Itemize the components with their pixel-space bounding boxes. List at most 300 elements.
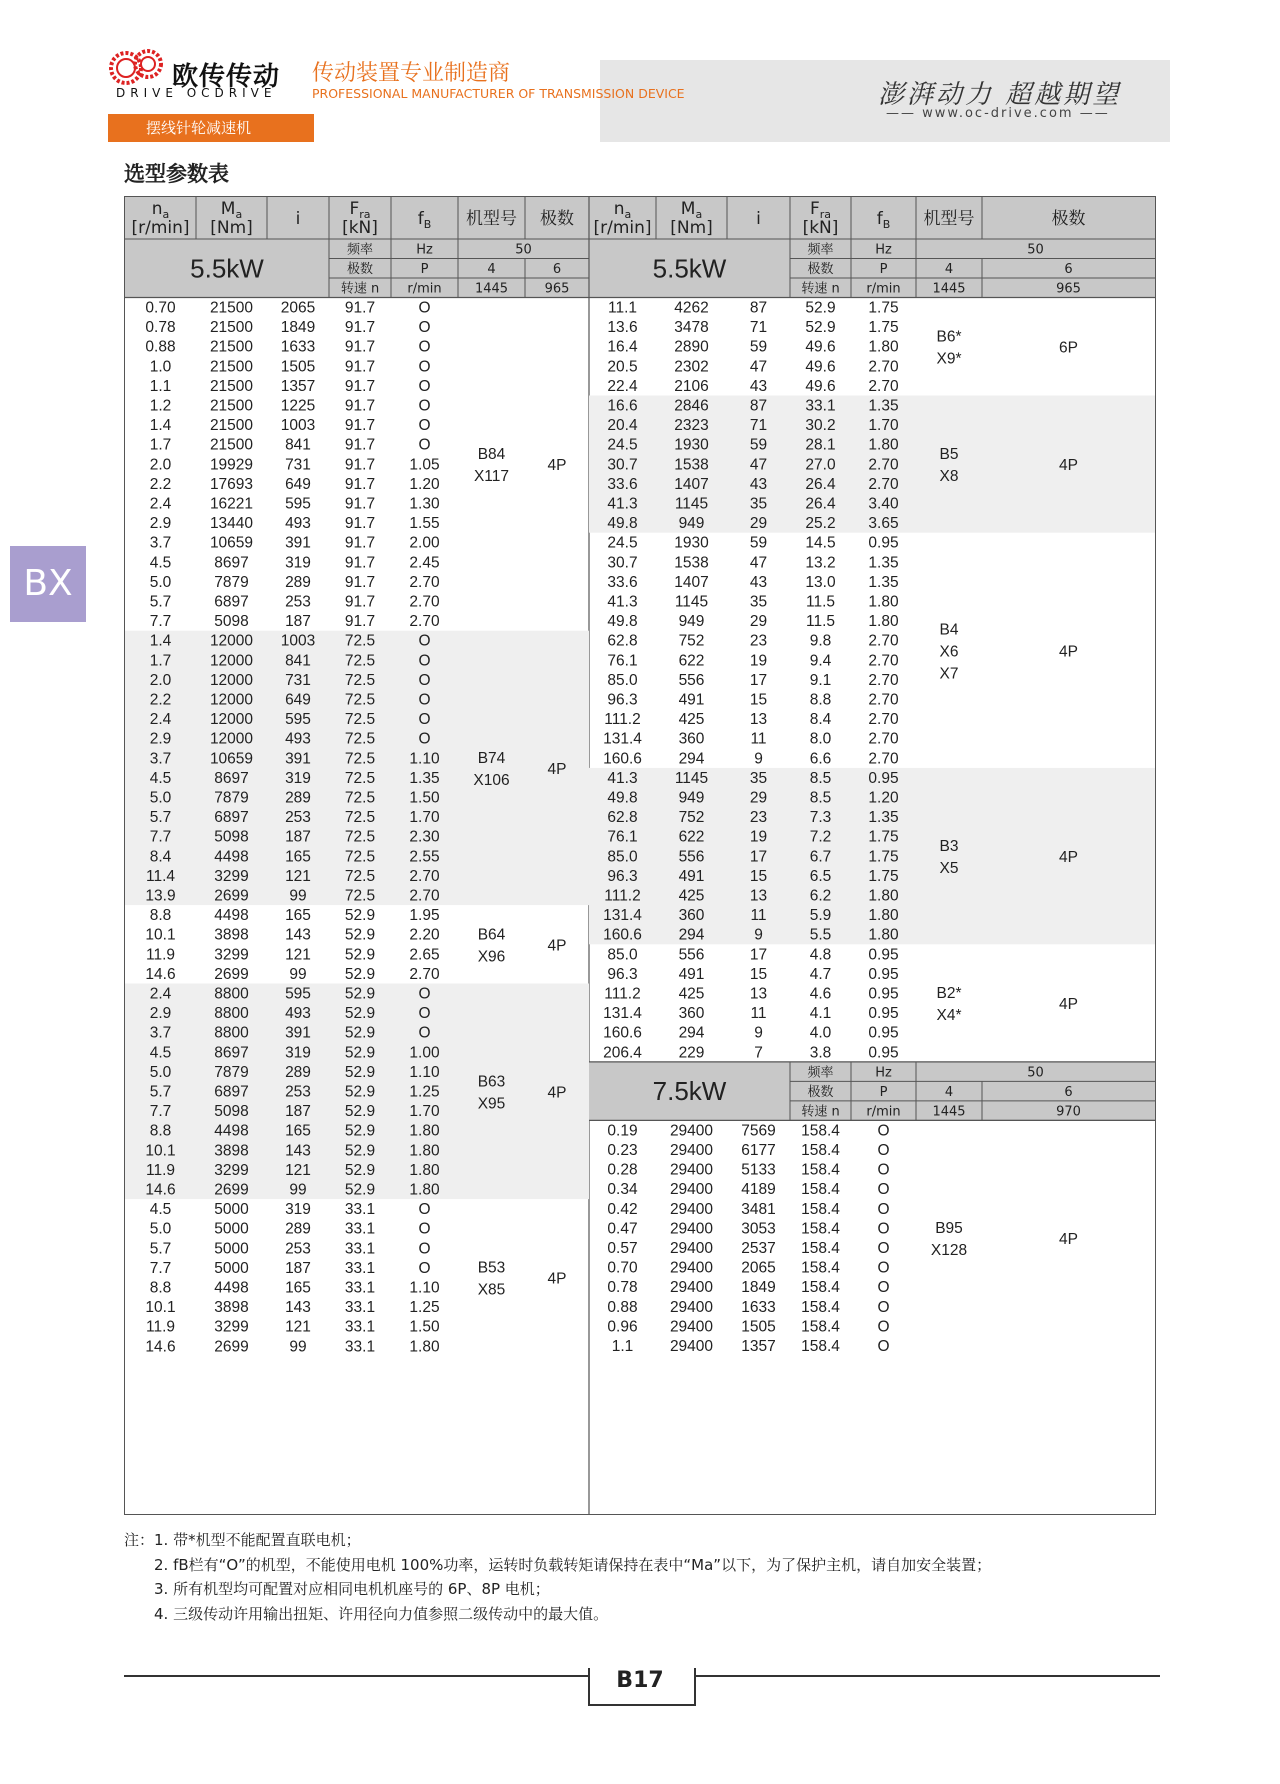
right-cell: 29: [749, 613, 768, 631]
left-cell: 91.7: [344, 436, 376, 454]
right-cell: 43: [749, 377, 768, 395]
left-cell: 52.9: [344, 1181, 376, 1199]
left-cell: 0.78: [145, 319, 176, 337]
slogan: 澎湃动力 超越期望: [878, 80, 1122, 110]
left-cell: 8.8: [149, 907, 172, 925]
left-cell: O: [418, 338, 431, 356]
right2-cell: 1505: [741, 1318, 776, 1336]
right-cell: 2.70: [868, 475, 899, 493]
left-cell: 72.5: [344, 691, 376, 709]
left-cell: 143: [285, 1299, 311, 1317]
left-cell: 5000: [214, 1201, 249, 1219]
left-cell: 72.5: [344, 711, 376, 729]
right-cell: 30.2: [805, 417, 836, 435]
right-cell: 1930: [674, 436, 709, 454]
left-power-hdr-val6-2: 965: [544, 281, 570, 297]
left-power-hdr-unit-2: r/min: [407, 281, 442, 297]
right-power2-hdr-label-1: 极数: [807, 1084, 834, 1100]
left-cell: 0.88: [145, 338, 176, 356]
left-power-hdr-val4-2: 1445: [474, 281, 509, 297]
left-cell: 8697: [214, 1044, 249, 1062]
right-cell: 131.4: [603, 1005, 642, 1023]
left-cell: 1003: [280, 417, 316, 435]
right-cell: 0.95: [868, 1024, 899, 1042]
logo-text-cn: 欧传传动: [172, 62, 281, 92]
left-cell: 10.1: [145, 1142, 176, 1160]
right-cell: 41.3: [607, 593, 638, 611]
left-cell: 4498: [214, 1122, 249, 1140]
left-cell: 12000: [209, 632, 254, 650]
right-power-hdr-label-2: 转速 n: [801, 281, 840, 297]
left-cell: 72.5: [344, 848, 376, 866]
left-cell: 1357: [280, 377, 316, 395]
right2-cell: 1.1: [611, 1338, 634, 1355]
right-cell: 9.8: [809, 632, 832, 650]
side-tab-bx[interactable]: BX: [10, 546, 86, 622]
right2-cell: 7569: [741, 1122, 776, 1140]
left-cell: 187: [285, 828, 311, 846]
right-cell: 131.4: [603, 730, 642, 748]
right2-cell: O: [877, 1240, 890, 1257]
right-cell: 47: [749, 456, 768, 474]
left-cell: 7879: [214, 789, 249, 807]
left-cell: 52.9: [344, 926, 376, 944]
left-cell: 7.7: [149, 613, 172, 631]
col-header-4: $f_B$: [876, 209, 891, 231]
right-cell: 35: [749, 495, 768, 513]
left-cell: 4.5: [149, 1201, 172, 1219]
left-cell: O: [418, 652, 431, 670]
right-cell: 1930: [674, 534, 709, 552]
left-cell: 5098: [214, 613, 249, 631]
right-cell: 20.5: [607, 358, 638, 376]
right-cell: 2106: [674, 377, 709, 395]
right-cell: 360: [678, 730, 705, 748]
right-poles-1: 4P: [1059, 457, 1078, 475]
left-cell: 33.1: [344, 1338, 376, 1356]
left-cell: 21500: [209, 319, 254, 337]
right-cell: 1.75: [868, 828, 899, 846]
left-cell: 253: [285, 1083, 311, 1101]
note-3: 3. 所有机型均可配置对应相同电机机座号的 6P、8P 电机；: [154, 1580, 550, 1598]
left-cell: O: [418, 1259, 431, 1277]
left-cell: 91.7: [344, 358, 376, 376]
left-cell: 165: [285, 907, 311, 925]
left-cell: 0.70: [145, 299, 176, 317]
left-cell: 12000: [209, 671, 254, 689]
left-cell: 8800: [214, 1005, 249, 1023]
left-cell: 2.70: [409, 887, 440, 905]
left-cell: 1.80: [409, 1142, 440, 1160]
left-cell: 5000: [214, 1240, 249, 1258]
right-cell: 4.6: [809, 985, 832, 1003]
right-power-hdr-val6-1: 6: [1064, 262, 1073, 277]
right2-cell: 6177: [741, 1142, 776, 1159]
right2-model-0-0: B95: [935, 1220, 963, 1237]
right-cell: 15: [749, 965, 768, 983]
left-cell: 3.7: [149, 534, 172, 552]
right-model-2-0: B4: [939, 621, 959, 639]
right2-cell: 1849: [741, 1279, 776, 1297]
left-cell: O: [418, 1220, 431, 1238]
left-cell: 14.6: [145, 965, 176, 983]
right-cell: 8.5: [809, 769, 832, 787]
left-cell: O: [418, 730, 431, 748]
left-cell: 6897: [214, 1083, 249, 1101]
right-cell: 1.80: [868, 613, 899, 631]
left-poles-1: 4P: [547, 760, 567, 778]
col-header-5: 机型号: [923, 209, 975, 229]
left-cell: 4.5: [149, 554, 172, 572]
left-cell: 12000: [209, 652, 254, 670]
right2-cell: 29400: [669, 1240, 714, 1257]
right2-cell: 29400: [669, 1318, 714, 1336]
right-cell: 49.6: [805, 358, 836, 376]
right2-cell: 29400: [669, 1279, 714, 1297]
right2-cell: 3053: [741, 1220, 776, 1238]
left-cell: 493: [285, 1005, 311, 1023]
right-power-hdr-label-1: 极数: [807, 262, 834, 277]
col-header-2: i: [756, 209, 761, 229]
right-cell: 2323: [674, 417, 709, 435]
right-cell: 24.5: [607, 436, 638, 454]
right-cell: 1.75: [868, 848, 899, 866]
right2-cell: O: [877, 1298, 890, 1316]
left-poles-3: 4P: [547, 1084, 567, 1102]
right-poles-0: 6P: [1059, 339, 1078, 357]
left-cell: 52.9: [344, 1063, 376, 1081]
right-cell: 8.8: [809, 691, 832, 709]
right-cell: 26.4: [805, 475, 836, 493]
right-cell: 52.9: [805, 319, 836, 337]
left-model-0-1: X117: [473, 468, 510, 486]
right2-cell: 158.4: [801, 1220, 840, 1238]
left-cell: 99: [289, 965, 307, 983]
left-cell: O: [418, 436, 431, 454]
left-cell: 2699: [214, 965, 249, 983]
right-power2-hdr-label-0: 频率: [807, 1065, 834, 1081]
right-cell: 49.6: [805, 377, 836, 395]
right-cell: 2.70: [868, 456, 899, 474]
right-cell: 4.7: [809, 965, 832, 983]
right-cell: 752: [678, 809, 705, 827]
left-cell: 1.80: [409, 1122, 440, 1140]
right-cell: 1.75: [868, 867, 899, 885]
left-cell: 253: [285, 1240, 311, 1258]
left-cell: 7879: [214, 1063, 249, 1081]
col-header-unit-0: [r/min]: [131, 218, 190, 238]
right2-cell: 0.70: [607, 1259, 638, 1277]
left-cell: 7.7: [149, 1259, 172, 1277]
left-cell: 14.6: [145, 1338, 176, 1356]
left-cell: 2.2: [149, 475, 172, 493]
left-cell: 165: [285, 1279, 311, 1297]
left-cell: 3898: [214, 1142, 249, 1160]
left-cell: 5.7: [149, 809, 172, 827]
left-cell: 91.7: [344, 475, 376, 493]
left-cell: 143: [285, 926, 311, 944]
left-cell: 8800: [214, 1024, 249, 1042]
right-cell: 1.75: [868, 299, 899, 317]
col-header-unit-0: [r/min]: [593, 218, 652, 238]
right-cell: 2.70: [868, 652, 899, 670]
right-model-2-1: X6: [939, 643, 959, 661]
left-cell: 1.25: [409, 1083, 440, 1101]
right2-cell: O: [877, 1318, 890, 1336]
right2-cell: 29400: [669, 1122, 714, 1140]
right-cell: 2.70: [868, 671, 899, 689]
right2-cell: 0.57: [607, 1240, 638, 1257]
left-cell: 121: [285, 1161, 311, 1179]
right2-cell: 29400: [669, 1181, 714, 1199]
right-cell: 2.70: [868, 691, 899, 709]
right2-cell: 4189: [741, 1181, 776, 1199]
left-cell: 2065: [280, 299, 316, 317]
col-header-6: 极数: [1051, 209, 1086, 229]
right-cell: 13: [749, 711, 768, 729]
right-power-hdr-val-0: 50: [1027, 242, 1044, 258]
right-model-0-0: B6*: [936, 328, 962, 346]
left-cell: 289: [285, 573, 311, 591]
left-cell: 595: [285, 495, 311, 513]
right2-cell: 158.4: [801, 1318, 840, 1336]
left-power-hdr-val6-1: 6: [552, 262, 562, 277]
right-cell: 9: [754, 750, 763, 768]
left-cell: 12000: [209, 730, 254, 748]
right-cell: 87: [749, 397, 768, 415]
left-power-hdr-label-1: 极数: [346, 262, 374, 277]
right-cell: 13: [749, 887, 768, 905]
right2-cell: O: [877, 1142, 890, 1159]
left-power-hdr-unit-1: P: [420, 262, 429, 277]
right-cell: 9.4: [809, 652, 832, 670]
right-cell: 35: [749, 593, 768, 611]
left-cell: 72.5: [344, 632, 376, 650]
left-cell: 7.7: [149, 828, 172, 846]
left-cell: 12000: [209, 691, 254, 709]
right-cell: 5.9: [809, 907, 832, 925]
right-cell: 1.75: [868, 319, 899, 337]
right-cell: 2302: [674, 358, 709, 376]
right-cell: 9: [754, 1024, 763, 1042]
left-model-0-0: B84: [477, 446, 506, 464]
right2-cell: 158.4: [801, 1338, 840, 1355]
left-cell: 33.1: [344, 1240, 376, 1258]
right-cell: 556: [678, 848, 705, 866]
right-cell: 1.35: [868, 554, 899, 572]
left-cell: O: [418, 1240, 431, 1258]
left-cell: O: [418, 1201, 431, 1219]
right-cell: 4.8: [809, 946, 832, 964]
left-cell: 3898: [214, 926, 249, 944]
right-cell: 491: [678, 867, 705, 885]
left-model-2-1: X96: [477, 948, 506, 966]
left-cell: 319: [285, 769, 311, 787]
right-cell: 87: [749, 299, 768, 317]
left-cell: 1.95: [409, 907, 440, 925]
right-cell: 949: [678, 613, 705, 631]
right2-cell: 0.78: [607, 1279, 638, 1297]
left-cell: 33.1: [344, 1299, 376, 1317]
right-cell: 2.70: [868, 711, 899, 729]
right-cell: 24.5: [607, 534, 638, 552]
right-power2-hdr-val6-1: 6: [1064, 1084, 1073, 1100]
left-cell: O: [418, 1024, 431, 1042]
left-cell: 289: [285, 789, 311, 807]
left-cell: O: [418, 691, 431, 709]
col-header-1: $M_a$: [220, 199, 243, 221]
left-cell: 731: [285, 456, 311, 474]
right-cell: 62.8: [607, 809, 638, 827]
left-cell: 52.9: [344, 1005, 376, 1023]
right-power-hdr-val6-2: 965: [1056, 281, 1081, 297]
left-cell: 21500: [209, 397, 254, 415]
col-header-5: 机型号: [466, 209, 517, 229]
right2-cell: 29400: [669, 1298, 714, 1316]
right-cell: 7.2: [809, 828, 832, 846]
right-cell: 59: [749, 534, 768, 552]
selection-table-svg: [125, 197, 1155, 1514]
left-power-hdr-unit-0: Hz: [416, 242, 433, 258]
left-cell: O: [418, 377, 431, 395]
right-cell: 41.3: [607, 769, 638, 787]
right2-cell: O: [877, 1122, 890, 1140]
right-cell: 1538: [674, 554, 709, 572]
left-cell: 143: [285, 1142, 311, 1160]
tagline-en: PROFESSIONAL MANUFACTURER OF TRANSMISSION DEVICE: [312, 86, 685, 101]
right-cell: 4262: [674, 299, 709, 317]
right-cell: 3.65: [868, 515, 899, 533]
right2-cell: 0.28: [607, 1161, 638, 1179]
left-cell: 8697: [214, 769, 249, 787]
left-cell: 99: [289, 1181, 307, 1199]
right-model-4-1: X4*: [936, 1007, 962, 1025]
left-cell: 2.0: [149, 456, 172, 474]
left-cell: 21500: [209, 417, 254, 435]
right2-cell: O: [877, 1259, 890, 1277]
right-cell: 0.95: [868, 1044, 899, 1062]
left-cell: 1.4: [149, 632, 172, 650]
left-cell: 91.7: [344, 397, 376, 415]
left-cell: 52.9: [344, 1122, 376, 1140]
left-cell: 1.50: [409, 789, 440, 807]
left-cell: 33.1: [344, 1201, 376, 1219]
right2-cell: 1357: [741, 1338, 776, 1355]
right-cell: 0.95: [868, 965, 899, 983]
left-cell: 2.70: [409, 593, 440, 611]
right-cell: 6.7: [809, 848, 832, 866]
left-cell: 2699: [214, 1181, 249, 1199]
col-header-1: $M_a$: [680, 199, 703, 221]
right-cell: 85.0: [607, 848, 638, 866]
right-cell: 16.4: [607, 338, 638, 356]
right2-cell: O: [877, 1279, 890, 1297]
right-cell: 76.1: [607, 828, 638, 846]
left-model-4-0: B53: [477, 1259, 506, 1277]
left-cell: O: [418, 985, 431, 1003]
right-power2-hdr-unit-1: P: [879, 1084, 888, 1100]
right-cell: 622: [678, 652, 705, 670]
left-cell: 91.7: [344, 613, 376, 631]
right-cell: 52.9: [805, 299, 836, 317]
left-power-hdr-label-2: 转速 n: [340, 281, 380, 297]
right-cell: 294: [678, 1024, 705, 1042]
right-cell: 111.2: [604, 711, 641, 729]
right-power-hdr-val4-2: 1445: [932, 281, 966, 297]
left-cell: 3.7: [149, 1024, 172, 1042]
col-header-6: 极数: [540, 209, 574, 229]
left-poles-0: 4P: [547, 457, 567, 475]
right-cell: 2.70: [868, 750, 899, 768]
right-cell: 15: [749, 867, 768, 885]
header-bg: [125, 197, 1155, 298]
left-cell: 72.5: [344, 652, 376, 670]
col-header-unit-1: [Nm]: [670, 218, 713, 238]
left-cell: 52.9: [344, 1142, 376, 1160]
left-cell: 11.4: [145, 867, 176, 885]
right-cell: 1407: [674, 573, 709, 591]
right2-cell: 0.96: [607, 1318, 638, 1336]
right-power2-hdr-power: 7.5kW: [652, 1076, 727, 1107]
right-cell: 17: [749, 671, 768, 689]
right-cell: 33.6: [607, 475, 638, 493]
left-cell: 1225: [280, 397, 316, 415]
col-header-unit-3: [kN]: [802, 218, 839, 238]
right-cell: 96.3: [607, 965, 638, 983]
right-cell: 949: [678, 515, 705, 533]
left-cell: 19929: [209, 456, 254, 474]
left-cell: 91.7: [344, 319, 376, 337]
right-power2-hdr-unit-0: Hz: [875, 1065, 892, 1081]
left-cell: 5.0: [149, 789, 172, 807]
right2-cell: 158.4: [801, 1298, 840, 1316]
left-cell: 8800: [214, 985, 249, 1003]
left-cell: 1.20: [409, 475, 440, 493]
right-cell: 160.6: [603, 926, 642, 944]
right-cell: 15: [749, 691, 768, 709]
right-cell: 949: [678, 789, 705, 807]
left-cell: 1.7: [149, 436, 172, 454]
right2-cell: 158.4: [801, 1240, 840, 1257]
right-cell: 25.2: [805, 515, 836, 533]
left-cell: 21500: [209, 299, 254, 317]
left-model-1-1: X106: [473, 771, 510, 789]
right-cell: 425: [678, 887, 705, 905]
left-cell: 1.50: [409, 1318, 440, 1336]
left-cell: 1.0: [149, 358, 172, 376]
left-model-3-0: B63: [477, 1073, 506, 1091]
notes: [124, 1528, 991, 1626]
right-model-2-2: X7: [939, 665, 959, 683]
right-cell: 49.8: [607, 613, 638, 631]
right-cell: 71: [749, 417, 768, 435]
right-cell: 1145: [674, 769, 709, 787]
left-cell: 11.9: [145, 946, 176, 964]
left-cell: 99: [289, 1338, 307, 1356]
left-cell: 11.9: [145, 1161, 176, 1179]
right-cell: 59: [749, 338, 768, 356]
right-cell: 28.1: [805, 436, 836, 454]
left-cell: 595: [285, 985, 311, 1003]
left-cell: 493: [285, 730, 311, 748]
right-cell: 8.0: [809, 730, 832, 748]
left-cell: 731: [285, 671, 311, 689]
left-cell: 10.1: [145, 1299, 176, 1317]
right-cell: 131.4: [603, 907, 642, 925]
right-cell: 1.80: [868, 338, 899, 356]
left-cell: 12000: [209, 711, 254, 729]
right-model-1-1: X8: [939, 468, 959, 486]
